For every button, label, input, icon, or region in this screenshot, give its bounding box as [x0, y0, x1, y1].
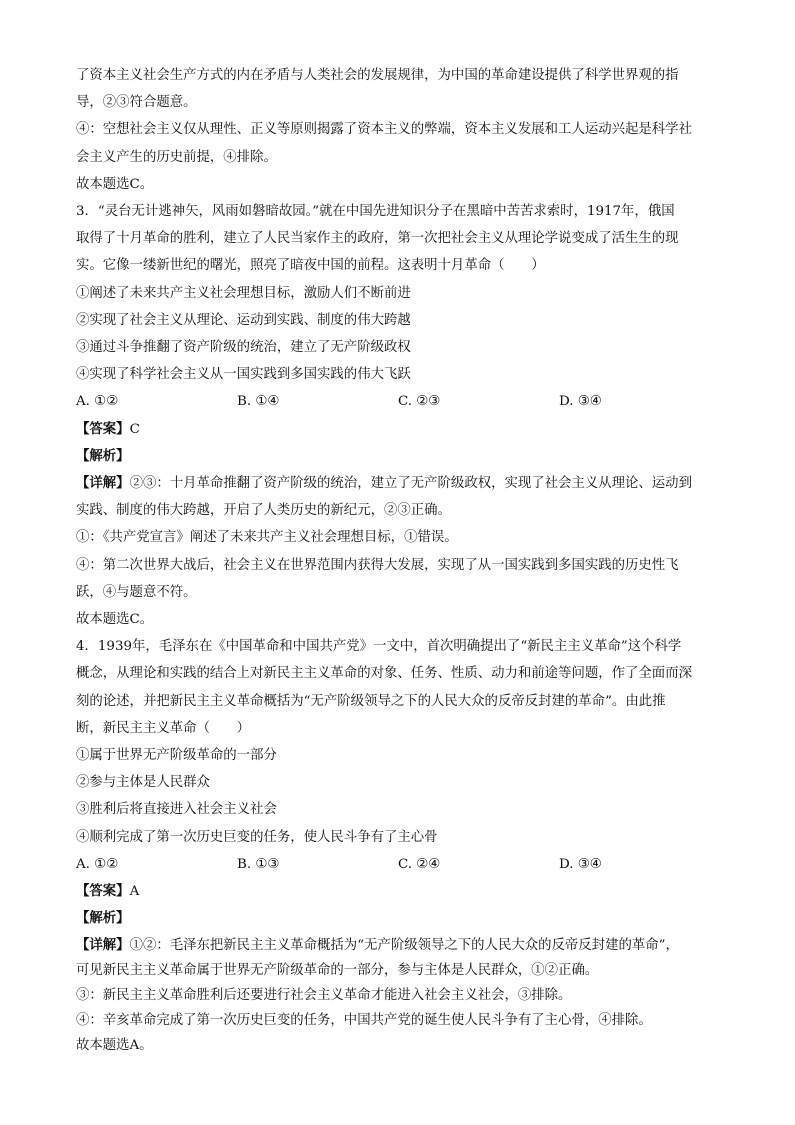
detail-line: ④：第二次世界大战后，社会主义在世界范围内获得大发展，实现了从一国实践到多国实践的历史性飞 [76, 557, 679, 573]
detail-label: 【详解】 [76, 936, 130, 953]
text-line: 会主义产生的历史前提，④排除。 [76, 149, 277, 165]
answer-options [76, 388, 726, 415]
question-stem-line: 取得了十月革命的胜利，建立了人民当家作主的政府，第一次把社会主义从理论学说变成了活生生的现 [76, 231, 679, 247]
conclusion-line: 故本题选A。 [76, 1037, 153, 1053]
detail-label: 【详解】 [76, 475, 130, 492]
option-b: B. ①③ [237, 856, 280, 872]
detail-line [76, 933, 726, 958]
statement-item: ③通过斗争推翻了资产阶级的统治，建立了无产阶级政权 [76, 340, 411, 356]
answer-options [76, 851, 726, 878]
question-stem-line: 概念，从理论和实践的结合上对新民主主义革命的对象、任务、性质、动力和前途等问题，作了全面而深 [76, 666, 692, 682]
detail-line: ①：《共产党宣言》阐述了未来共产主义社会理想目标，①错误。 [76, 530, 458, 546]
statement-item: ①属于世界无产阶级革命的一部分 [76, 748, 277, 764]
option-d: D. ③④ [559, 856, 602, 872]
detail-line: ④：辛亥革命完成了第一次历史巨变的任务，中国共产党的诞生使人民斗争有了主心骨，④排除。 [76, 1012, 652, 1028]
question-4 [76, 633, 726, 1057]
option-c: C. ②④ [398, 856, 441, 872]
document-page [76, 62, 726, 1058]
question-3 [76, 198, 726, 633]
detail-text: ②③：十月革命推翻了资产阶级的统治，建立了无产阶级政权，实现了社会主义从理论、运动到 [129, 476, 692, 492]
statement-item: ②实现了社会主义从理论、运动到实践、制度的伟大跨越 [76, 312, 411, 328]
text-line: 导，②③符合题意。 [76, 95, 197, 111]
statement-item: ②参与主体是人民群众 [76, 775, 210, 791]
option-b: B. ①④ [237, 394, 280, 410]
detail-line: ③：新民主主义革命胜利后还要进行社会主义革命才能进入社会主义社会，③排除。 [76, 987, 572, 1003]
detail-line: 跃，④与题意不符。 [76, 584, 197, 600]
analysis-label: 【解析】 [76, 910, 130, 927]
question-stem-line: 断，新民主主义革命（ ） [76, 720, 251, 736]
statement-item: ①阐述了未来共产主义社会理想目标，激励人们不断前进 [76, 285, 411, 301]
question-stem-line: 4．1939年，毛泽东在《中国革命和中国共产党》一文中，首次明确提出了“新民主主义革命”这个科学 [76, 639, 682, 655]
previous-question-explanation [76, 62, 726, 198]
answer-value: C [129, 421, 140, 437]
analysis-label: 【解析】 [76, 447, 130, 464]
answer-line [76, 878, 726, 905]
conclusion-line: 故本题选C。 [76, 612, 154, 628]
answer-label: 【答案】 [76, 420, 130, 437]
detail-line [76, 470, 726, 497]
option-a: A. ①② [76, 856, 119, 872]
conclusion-line: 故本题选C。 [76, 176, 154, 192]
statement-item: ③胜利后将直接进入社会主义社会 [76, 802, 277, 818]
answer-label: 【答案】 [76, 883, 130, 900]
question-stem-line: 刻的论述，并把新民主主义革命概括为“无产阶级领导之下的人民大众的反帝反封建的革命”。由此推 [76, 693, 666, 709]
option-d: D. ③④ [559, 394, 602, 410]
statement-item: ④顺利完成了第一次历史巨变的任务，使人民斗争有了主心骨 [76, 829, 438, 845]
question-stem-line: 实。它像一缕新世纪的曙光，照亮了暗夜中国的前程。这表明十月革命（ ） [76, 258, 545, 274]
text-line: 了资本主义社会生产方式的内在矛盾与人类社会的发展规律，为中国的革命建设提供了科学世界观的指 [76, 68, 679, 83]
answer-line [76, 416, 726, 443]
detail-line: 实践、制度的伟大跨越，开启了人类历史的新纪元，②③正确。 [76, 503, 451, 519]
text-line: ④：空想社会主义仅从理性、正义等原则揭露了资本主义的弊端，资本主义发展和工人运动兴起是科学社 [76, 122, 692, 138]
statement-item: ④实现了科学社会主义从一国实践到多国实践的伟大飞跃 [76, 367, 411, 383]
answer-value: A [129, 884, 140, 900]
option-c: C. ②③ [398, 394, 441, 410]
option-a: A. ①② [76, 394, 119, 410]
question-stem-line: 3．“灵台无计逃神矢，风雨如磐暗故园。”就在中国先进知识分子在黑暗中苦苦求索时，1917年，俄国 [76, 204, 675, 220]
detail-line: 可见新民主主义革命属于世界无产阶级革命的一部分，参与主体是人民群众，①②正确。 [76, 962, 599, 978]
detail-text: ①②：毛泽东把新民主主义革命概括为“无产阶级领导之下的人民大众的反帝反封建的革命”， [129, 937, 679, 953]
